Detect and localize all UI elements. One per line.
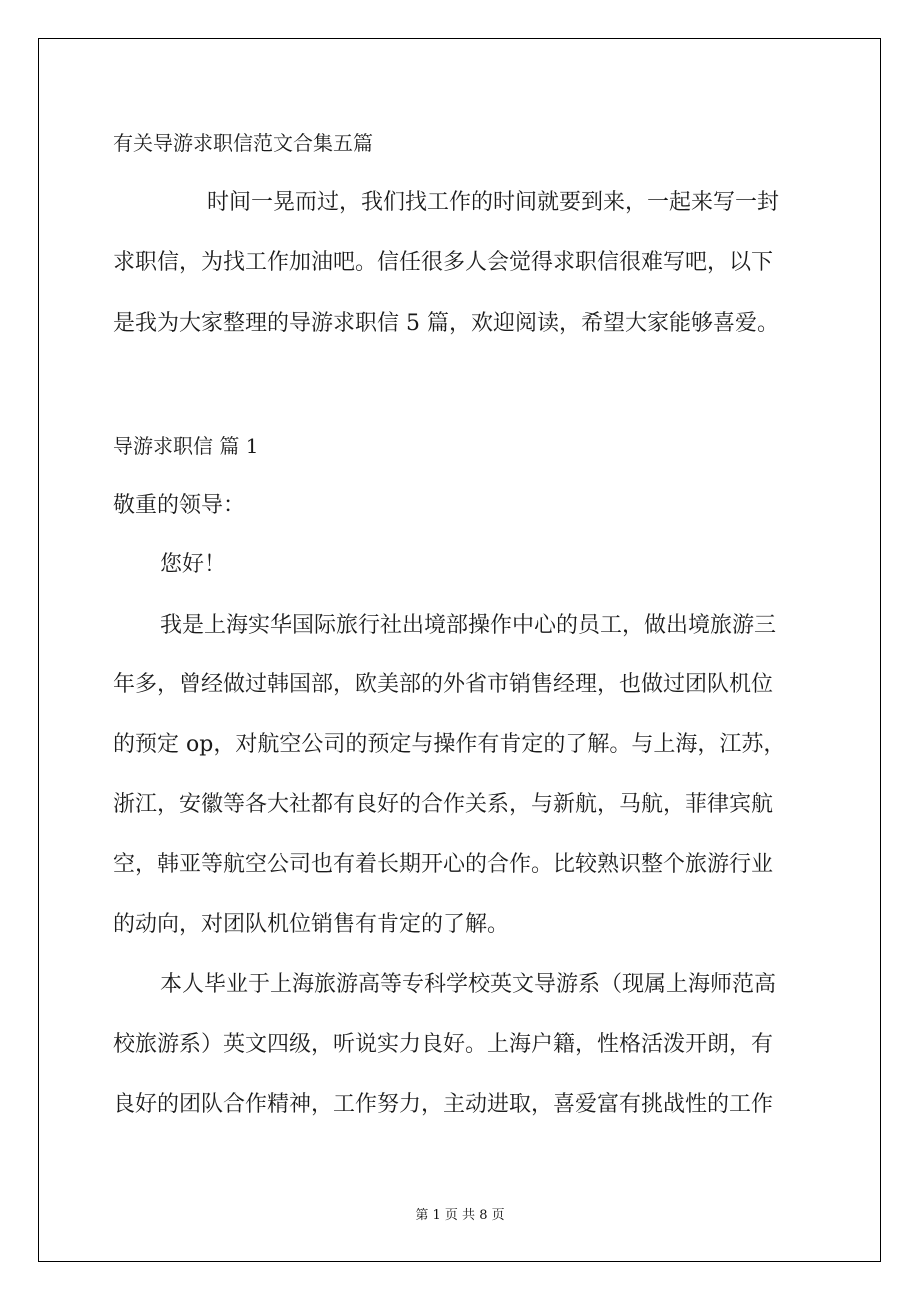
para1-line-5: 空，韩亚等航空公司也有着长期开心的合作。比较熟识整个旅游行业 bbox=[113, 852, 774, 877]
document-title: 有关导游求职信范文合集五篇 bbox=[113, 131, 373, 155]
para2-line-2: 校旅游系）英文四级，听说实力良好。上海户籍，性格活泼开朗，有 bbox=[113, 1032, 774, 1057]
para1-line-3: 的预定 op，对航空公司的预定与操作有肯定的了解。与上海，江苏， bbox=[113, 732, 786, 757]
para1-line-2: 年多，曾经做过韩国部，欧美部的外省市销售经理，也做过团队机位 bbox=[113, 672, 774, 697]
salutation: 敬重的领导： bbox=[113, 493, 246, 518]
para1-line-6: 的动向，对团队机位销售有肯定的了解。 bbox=[113, 912, 510, 937]
page-border bbox=[38, 38, 881, 1262]
para1-line-1: 我是上海实华国际旅行社出境部操作中心的员工，做出境旅游三 bbox=[160, 613, 777, 638]
intro-line-3: 是我为大家整理的导游求职信 5 篇，欢迎阅读，希望大家能够喜爱。 bbox=[113, 311, 779, 336]
intro-line-1: 时间一晃而过，我们找工作的时间就要到来，一起来写一封 bbox=[207, 190, 780, 215]
para1-line-4: 浙江，安徽等各大社都有良好的合作关系，与新航，马航，菲律宾航 bbox=[113, 792, 774, 817]
para2-line-1: 本人毕业于上海旅游高等专科学校英文导游系（现属上海师范高 bbox=[160, 972, 777, 997]
intro-line-2: 求职信，为找工作加油吧。信任很多人会觉得求职信很难写吧，以下 bbox=[113, 250, 774, 275]
greeting: 您好！ bbox=[160, 552, 227, 577]
page-number-footer: 第 1 页 共 8 页 bbox=[415, 1208, 505, 1223]
para2-line-3: 良好的团队合作精神，工作努力，主动进取，喜爱富有挑战性的工作 bbox=[113, 1092, 774, 1117]
section-heading: 导游求职信 篇 1 bbox=[113, 434, 259, 458]
